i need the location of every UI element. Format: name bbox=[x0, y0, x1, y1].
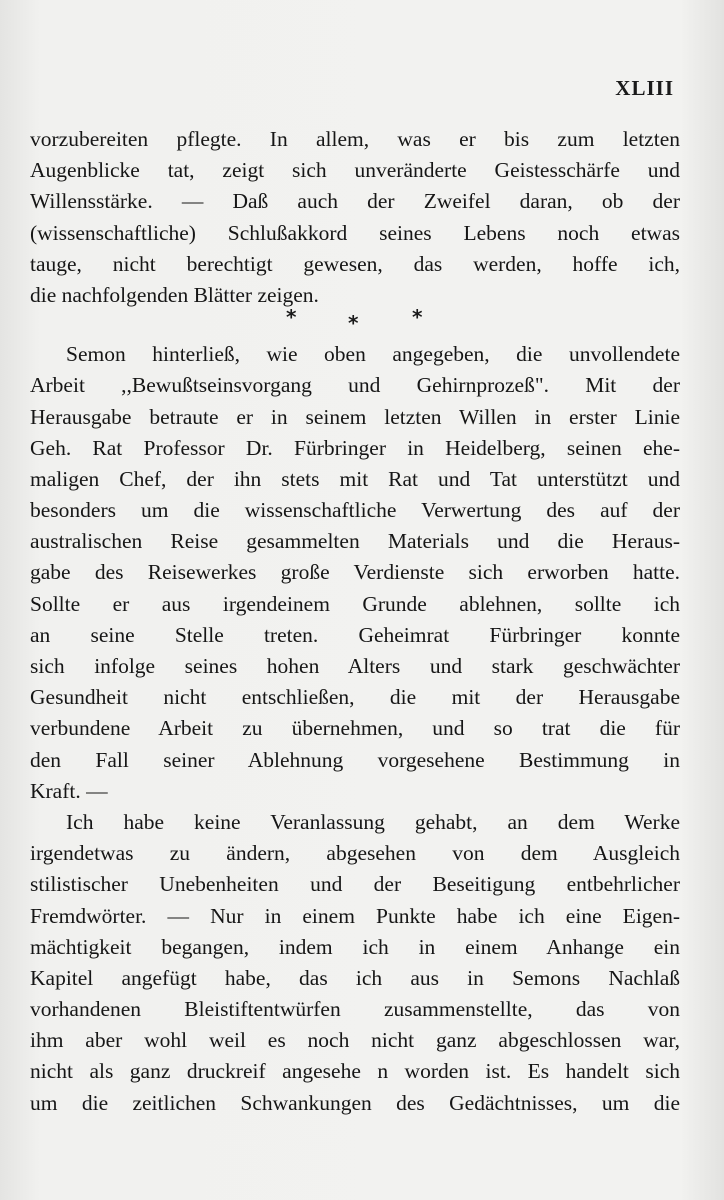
body-text bbox=[30, 124, 680, 1119]
text-line: besonders um die wissenschaftliche Verwertung des auf der bbox=[30, 498, 680, 523]
text-line: Fremdwörter. — Nur in einem Punkte habe ich eine Eigen- bbox=[30, 903, 680, 928]
text-line: vorhandenen Bleistiftentwürfen zusammenstellte, das von bbox=[30, 997, 680, 1022]
text-line: vorzubereiten pflegte. In allem, was er bis zum letzten bbox=[30, 127, 680, 151]
text-line: (wissenschaftliche) Schlußakkord seines Lebens noch etwas bbox=[30, 220, 680, 245]
text-line: mächtigkeit begangen, indem ich in einem Anhange ein bbox=[30, 934, 680, 959]
text-line: an seine Stelle treten. Geheimrat Fürbringer konnte bbox=[30, 622, 680, 647]
text-line: gabe des Reisewerkes große Verdienste sich erworben hatte. bbox=[30, 560, 680, 585]
section-separator bbox=[30, 305, 680, 339]
text-line: irgendetwas zu ändern, abgesehen von dem Ausgleich bbox=[30, 841, 680, 866]
text-line: stilistischer Unebenheiten und der Beseitigung entbehrlicher bbox=[30, 872, 680, 897]
text-line: sich infolge seines hohen Alters und stark geschwächter bbox=[30, 654, 680, 678]
text-line: Gesundheit nicht entschließen, die mit der Herausgabe bbox=[30, 685, 680, 710]
text-line: um die zeitlichen Schwankungen des Gedächtnisses, um die bbox=[30, 1090, 680, 1115]
text-line: die nachfolgenden Blätter zeigen. bbox=[30, 282, 319, 307]
text-line: den Fall seiner Ablehnung vorgesehene Bestimmung in bbox=[30, 747, 680, 772]
text-line: Augenblicke tat, zeigt sich unveränderte Geistesschärfe und bbox=[30, 158, 680, 183]
text-line: maligen Chef, der ihn stets mit Rat und Tat unterstützt und bbox=[30, 466, 680, 491]
text-line: Kapitel angefügt habe, das ich aus in Semons Nachlaß bbox=[30, 965, 680, 990]
text-line: australischen Reise gesammelten Materials und die Heraus- bbox=[30, 529, 680, 554]
text-line: Sollte er aus irgendeinem Grunde ablehnen, sollte ich bbox=[30, 591, 680, 616]
text-line: Willensstärke. — Daß auch der Zweifel daran, ob der bbox=[30, 189, 680, 214]
text-line: Herausgabe betraute er in seinem letzten Willen in erster Linie bbox=[30, 404, 680, 429]
text-line: Ich habe keine Veranlassung gehabt, an dem Werke bbox=[66, 809, 680, 834]
text-line: Arbeit ,,Bewußtseinsvorgang und Gehirnprozeß". Mit der bbox=[30, 373, 680, 398]
page-number: XLIII bbox=[615, 76, 674, 100]
paragraph-1 bbox=[30, 124, 680, 311]
asterisk: * bbox=[286, 305, 297, 330]
asterisk: * bbox=[412, 305, 423, 330]
text-line: Kraft. — bbox=[30, 778, 108, 803]
text-line: ihm aber wohl weil es noch nicht ganz abgeschlossen war, bbox=[30, 1028, 680, 1053]
text-line: Geh. Rat Professor Dr. Fürbringer in Heidelberg, seinen ehe- bbox=[30, 435, 680, 460]
text-line: nicht als ganz druckreif angesehe n worden ist. Es handelt sich bbox=[30, 1059, 680, 1084]
text-line: verbundene Arbeit zu übernehmen, und so trat die für bbox=[30, 716, 680, 741]
asterisk: * bbox=[348, 311, 359, 336]
paragraph-2 bbox=[30, 339, 680, 807]
text-line: Semon hinterließ, wie oben angegeben, die unvollendete bbox=[66, 342, 680, 367]
paragraph-3 bbox=[30, 807, 680, 1119]
text-line: tauge, nicht berechtigt gewesen, das werden, hoffe ich, bbox=[30, 251, 680, 276]
